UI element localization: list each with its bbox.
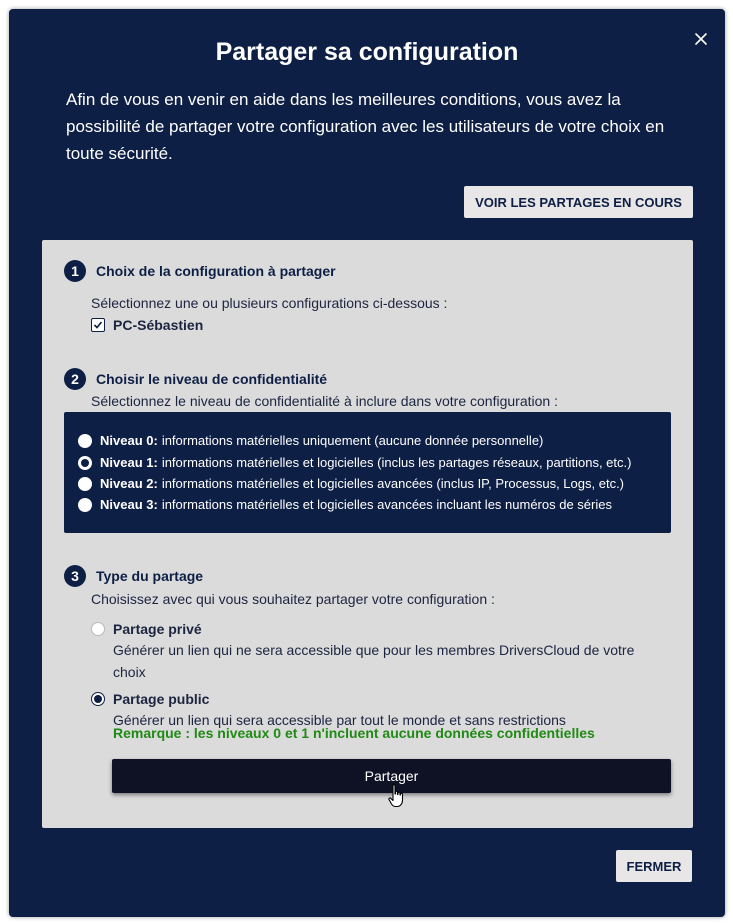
step-number-badge: 3 <box>64 565 86 587</box>
level-name: Niveau 0: <box>100 433 158 448</box>
hand-pointer-icon <box>388 784 406 808</box>
private-share-title: Partage privé <box>113 621 202 637</box>
configuration-checkbox[interactable] <box>91 318 105 332</box>
level-radio[interactable] <box>78 477 92 491</box>
confidentiality-remark: Remarque : les niveaux 0 et 1 n'incluent aucune données confidentielles <box>113 725 595 741</box>
step-number-badge: 1 <box>64 260 86 282</box>
share-configuration-modal <box>9 9 725 917</box>
step-3-header <box>64 565 203 587</box>
private-share-radio[interactable] <box>91 622 105 636</box>
level-radio[interactable] <box>78 498 92 512</box>
level-radio[interactable] <box>78 456 92 470</box>
private-share-option[interactable] <box>91 621 202 637</box>
intro-text: Afin de vous en venir en aide dans les meilleures conditions, vous avez la possibilité de partager votre configuration avec les utilisateurs de votre choix en toute sécurité. <box>66 90 665 163</box>
step-number-badge: 2 <box>64 368 86 390</box>
level-description: informations matérielles et logicielles avancées (inclus IP, Processus, Logs, etc.) <box>161 476 625 491</box>
checkmark-icon <box>93 320 103 330</box>
private-share-description: Générer un lien qui ne sera accessible que pour les membres DriversCloud de votre choix <box>113 642 635 680</box>
step-subtitle: Sélectionnez le niveau de confidentialité à inclure dans votre configuration : <box>91 393 558 409</box>
step-subtitle: Choisissez avec qui vous souhaitez partager votre configuration : <box>91 591 495 607</box>
configuration-option-pc-sebastien[interactable] <box>91 317 203 333</box>
public-share-description: Générer un lien qui sera accessible par tout le monde et sans restrictions <box>113 712 566 728</box>
public-share-title: Partage public <box>113 691 210 707</box>
close-button[interactable]: FERMER <box>616 850 692 882</box>
level-name: Niveau 1: <box>100 455 158 470</box>
level-option-0[interactable] <box>78 433 543 448</box>
level-description: informations matérielles et logicielles (inclus les partages réseaux, partitions, etc.) <box>161 455 632 470</box>
level-name: Niveau 2: <box>100 476 158 491</box>
close-icon[interactable] <box>692 30 710 48</box>
level-name: Niveau 3: <box>100 497 158 512</box>
step-title: Choix de la configuration à partager <box>96 263 336 279</box>
step-2-header <box>64 368 327 390</box>
level-option-3[interactable] <box>78 497 612 512</box>
public-share-radio[interactable] <box>91 692 105 706</box>
level-description: informations matérielles et logicielles avancées incluant les numéros de séries <box>161 497 612 512</box>
share-options-panel <box>42 240 693 828</box>
view-shares-button[interactable]: VOIR LES PARTAGES EN COURS <box>464 186 693 218</box>
step-title: Type du partage <box>96 568 204 584</box>
level-option-2[interactable] <box>78 476 624 491</box>
public-share-option[interactable] <box>91 691 209 707</box>
configuration-label: PC-Sébastien <box>113 317 204 333</box>
modal-title: Partager sa configuration <box>215 38 519 66</box>
step-title: Choisir le niveau de confidentialité <box>96 371 328 387</box>
level-option-1[interactable] <box>78 455 631 470</box>
level-description: informations matérielles uniquement (aucune donnée personnelle) <box>161 433 544 448</box>
level-radio[interactable] <box>78 434 92 448</box>
step-1-header <box>64 260 336 282</box>
confidentiality-levels-box <box>64 412 671 533</box>
step-subtitle: Sélectionnez une ou plusieurs configurations ci-dessous : <box>91 295 448 311</box>
share-button[interactable]: Partager <box>112 759 671 793</box>
